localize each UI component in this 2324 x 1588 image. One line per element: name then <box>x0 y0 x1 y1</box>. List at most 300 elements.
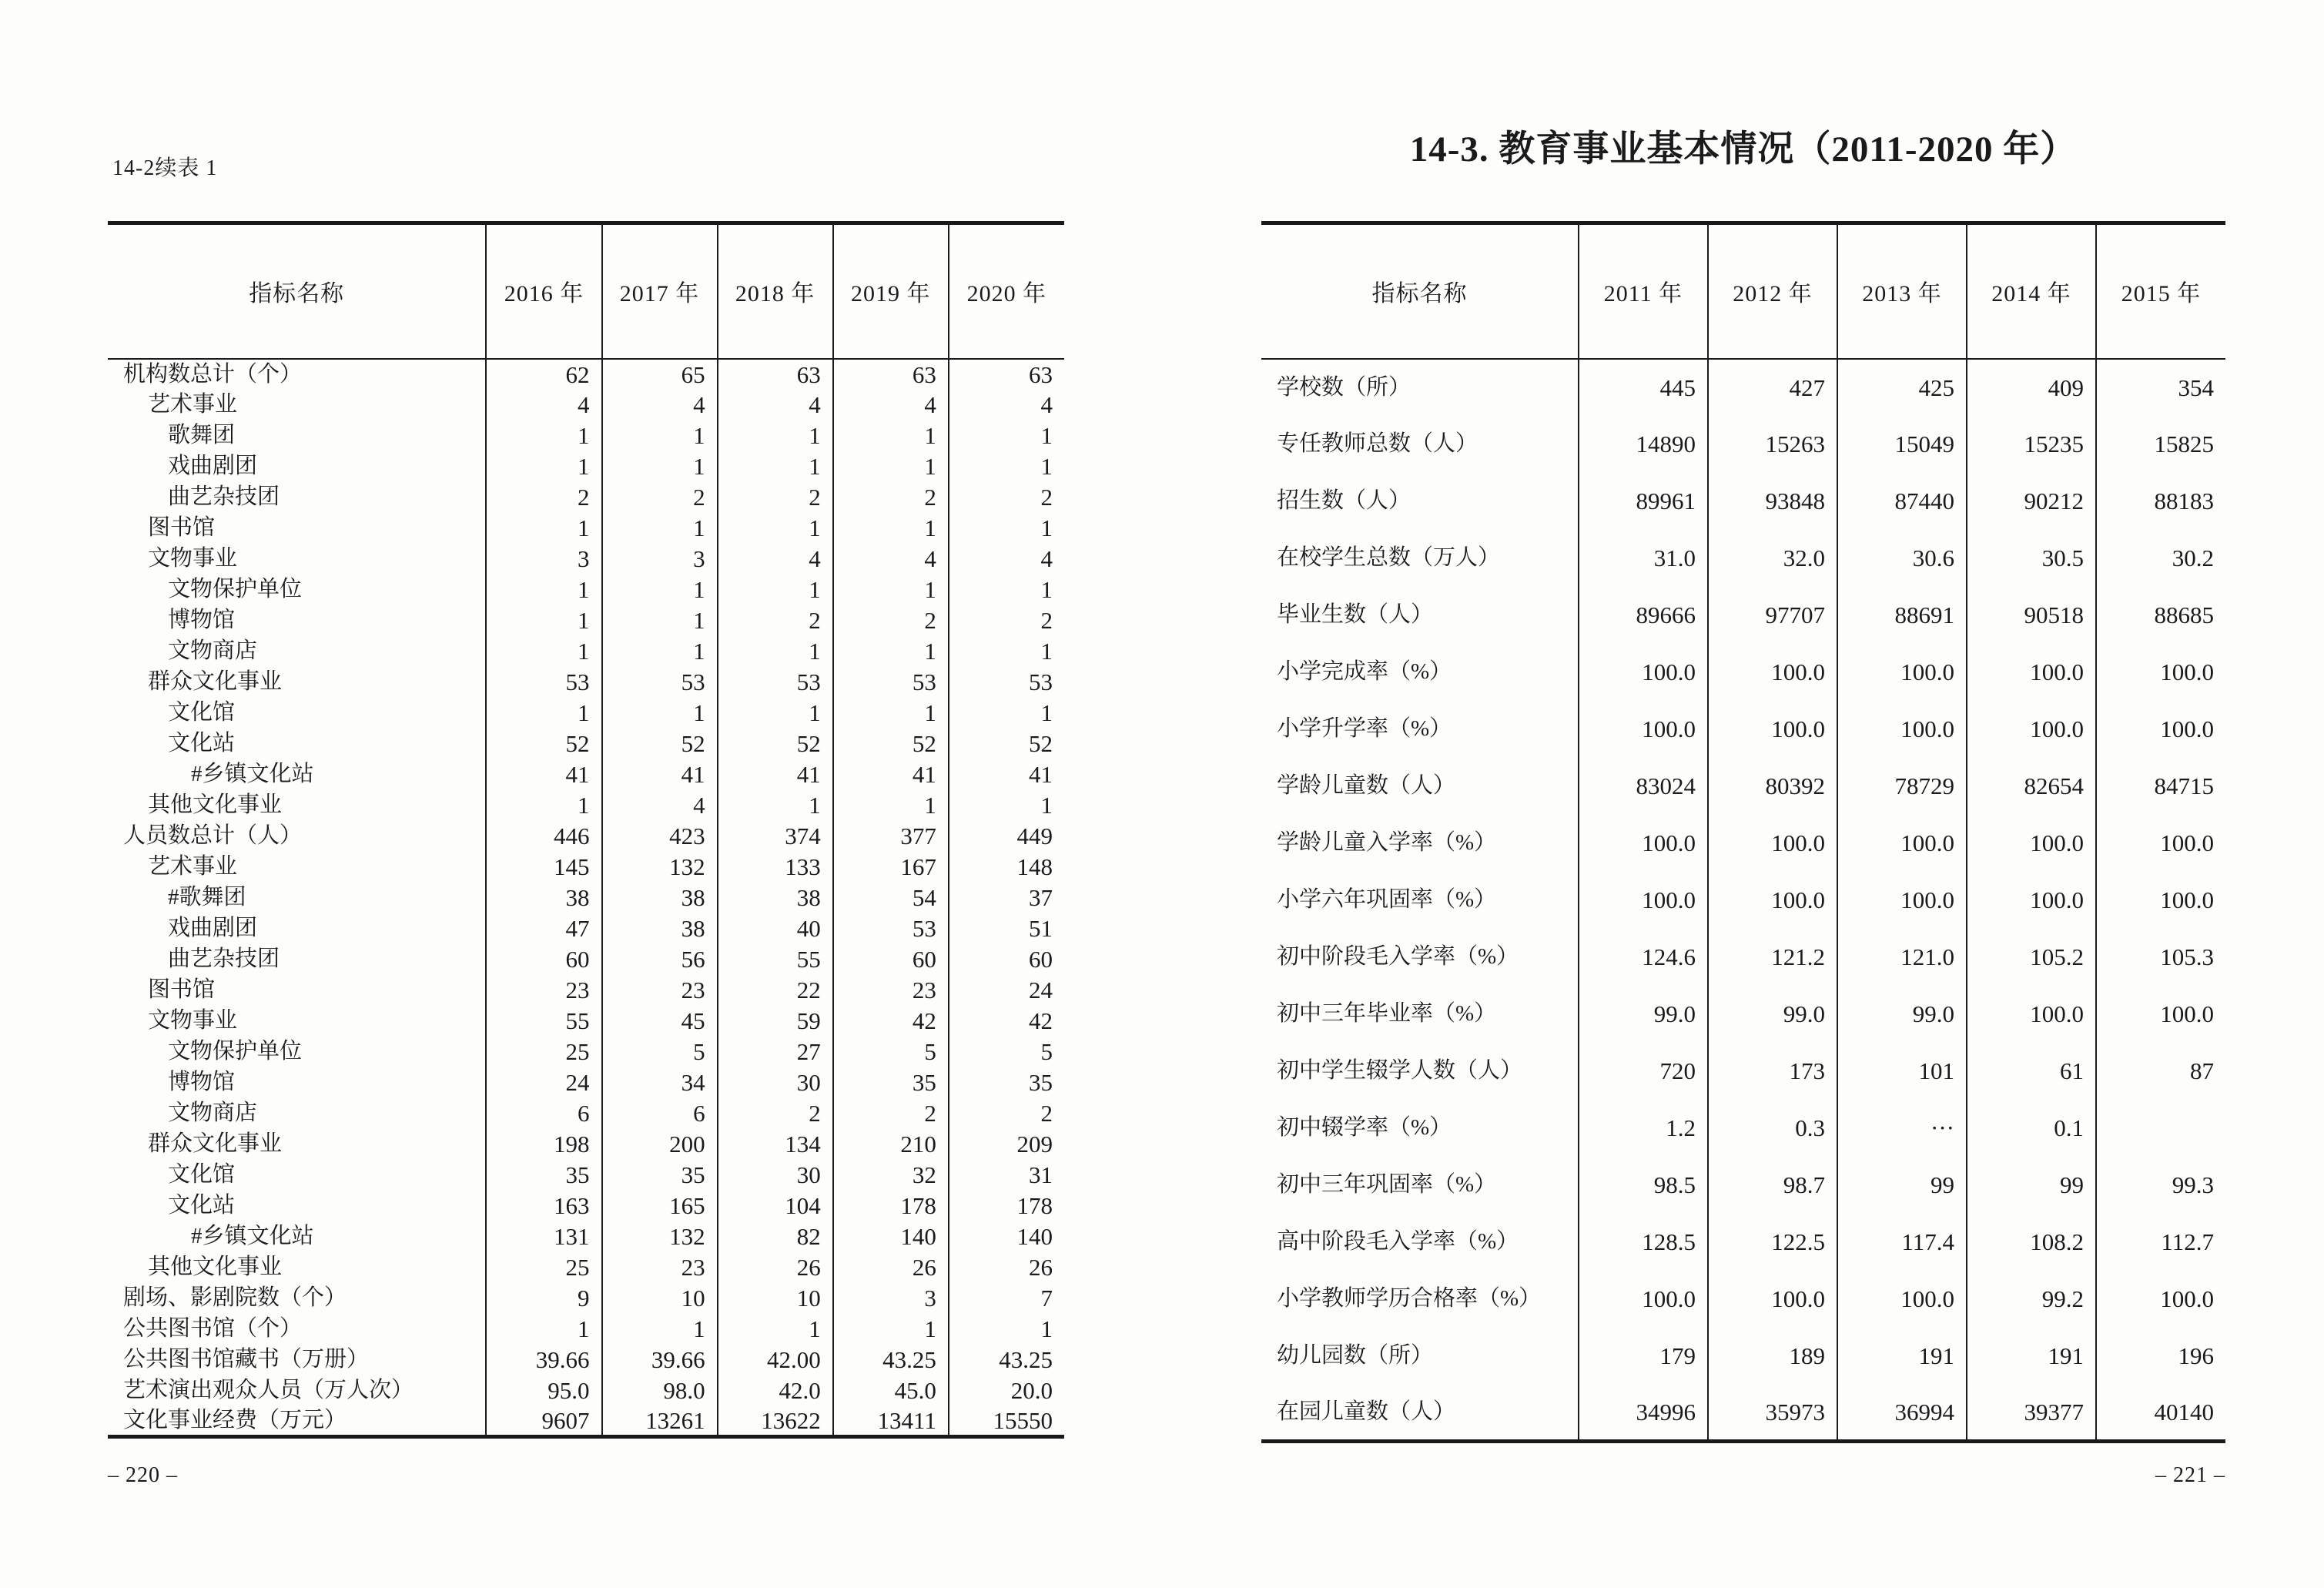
cell-value: 56 <box>602 944 718 975</box>
cell-value: 112.7 <box>2096 1214 2225 1271</box>
cell-value: 5 <box>833 1037 949 1067</box>
row-indicator-label: 群众文化事业 <box>148 669 283 694</box>
cell-value: 35 <box>602 1160 718 1191</box>
cell-value: 2 <box>949 605 1064 636</box>
cell-value: 99 <box>1967 1157 2096 1214</box>
table-row <box>108 852 1064 883</box>
row-indicator-label: 图书馆 <box>148 515 216 540</box>
cell-value: 31 <box>949 1160 1064 1191</box>
cell-value: 2 <box>949 1098 1064 1129</box>
cell-value: 40140 <box>2096 1385 2225 1442</box>
row-indicator-label: 文化事业经费（万元） <box>123 1407 347 1432</box>
row-indicator-label: 文物商店 <box>168 638 258 663</box>
cell-value: 40 <box>718 913 833 944</box>
cell-value: 42.00 <box>718 1345 833 1375</box>
cell-value: 128.5 <box>1579 1214 1708 1271</box>
row-indicator-label: 群众文化事业 <box>148 1131 283 1156</box>
cell-value: 45 <box>602 1006 718 1037</box>
cell-value: 122.5 <box>1708 1214 1837 1271</box>
row-indicator-label: 图书馆 <box>148 977 216 1002</box>
cell-value: 100.0 <box>1579 1271 1708 1328</box>
table-row <box>108 1221 1064 1252</box>
row-indicator-label: 学校数（所） <box>1277 374 1411 400</box>
cell-value: 10 <box>602 1283 718 1314</box>
year-column-header: 2012 年 <box>1708 223 1837 359</box>
cell-value: 88691 <box>1837 587 1967 644</box>
cell-value: 191 <box>1967 1328 2096 1385</box>
cell-value: 13622 <box>718 1406 833 1437</box>
cell-value: 83024 <box>1579 758 1708 815</box>
cell-value: 1 <box>602 605 718 636</box>
cell-value: 198 <box>486 1129 601 1160</box>
table-row <box>1261 530 2225 587</box>
year-column-header: 2019 年 <box>833 223 949 359</box>
row-indicator-label: 专任教师总数（人） <box>1277 431 1478 456</box>
cell-value: 99.0 <box>1708 986 1837 1043</box>
cell-value: 100.0 <box>1967 986 2096 1043</box>
table-row <box>108 821 1064 852</box>
cell-value: 1 <box>833 1314 949 1345</box>
cell-value: 178 <box>949 1191 1064 1221</box>
indicator-name-header: 指标名称 <box>1261 223 1579 359</box>
cell-value: 63 <box>833 359 949 390</box>
cell-value: 108.2 <box>1967 1214 2096 1271</box>
cell-value: 52 <box>833 729 949 759</box>
cell-value: 100.0 <box>1708 1271 1837 1328</box>
cell-value: 132 <box>602 1221 718 1252</box>
cell-value: 41 <box>949 759 1064 790</box>
cell-value: 1 <box>718 513 833 544</box>
cell-value: 32.0 <box>1708 530 1837 587</box>
culture-table-body <box>108 359 1064 1437</box>
cell-value: 6 <box>602 1098 718 1129</box>
row-indicator-label: #乡镇文化站 <box>191 1224 314 1248</box>
row-indicator-label: 曲艺杂技团 <box>168 484 280 509</box>
education-table-body <box>1261 359 2225 1442</box>
cell-value: 105.3 <box>2096 929 2225 986</box>
table-row <box>1261 815 2225 872</box>
cell-value: 1 <box>602 1314 718 1345</box>
row-indicator-label: 小学六年巩固率（%） <box>1277 887 1497 912</box>
cell-value: 30.2 <box>2096 530 2225 587</box>
cell-value: ··· <box>1837 1100 1967 1157</box>
table-row <box>1261 1043 2225 1100</box>
table-row <box>108 544 1064 575</box>
table-row <box>1261 758 2225 815</box>
cell-value: 100.0 <box>1708 701 1837 758</box>
table-row <box>1261 1271 2225 1328</box>
cell-value: 104 <box>718 1191 833 1221</box>
cell-value: 167 <box>833 852 949 883</box>
cell-value: 173 <box>1708 1043 1837 1100</box>
cell-value: 100.0 <box>2096 986 2225 1043</box>
cell-value: 100.0 <box>1708 644 1837 701</box>
cell-value: 4 <box>486 390 601 420</box>
table-row <box>108 1406 1064 1437</box>
cell-value: 140 <box>833 1221 949 1252</box>
cell-value: 26 <box>718 1252 833 1283</box>
cell-value: 30 <box>718 1160 833 1191</box>
table-row <box>108 1098 1064 1129</box>
cell-value: 6 <box>486 1098 601 1129</box>
cell-value: 2 <box>833 1098 949 1129</box>
year-column-header: 2013 年 <box>1837 223 1967 359</box>
cell-value: 55 <box>486 1006 601 1037</box>
cell-value: 446 <box>486 821 601 852</box>
cell-value: 41 <box>833 759 949 790</box>
cell-value: 15235 <box>1967 416 2096 473</box>
cell-value: 1 <box>949 451 1064 482</box>
cell-value: 1 <box>602 636 718 667</box>
cell-value: 425 <box>1837 359 1967 416</box>
cell-value: 93848 <box>1708 473 1837 530</box>
row-indicator-label: #乡镇文化站 <box>191 762 314 786</box>
cell-value: 2 <box>486 482 601 513</box>
cell-value: 14890 <box>1579 416 1708 473</box>
row-indicator-label: 初中辍学率（%） <box>1277 1115 1452 1140</box>
cell-value: 1 <box>949 698 1064 729</box>
cell-value: 145 <box>486 852 601 883</box>
cell-value: 38 <box>718 883 833 913</box>
table-row <box>1261 1385 2225 1442</box>
table-row <box>108 1006 1064 1037</box>
cell-value: 62 <box>486 359 601 390</box>
cell-value: 30.6 <box>1837 530 1967 587</box>
culture-statistics-table <box>108 221 1064 1439</box>
table-row <box>108 482 1064 513</box>
row-indicator-label: 戏曲剧团 <box>168 454 258 478</box>
cell-value: 4 <box>949 544 1064 575</box>
cell-value: 10 <box>718 1283 833 1314</box>
cell-value: 409 <box>1967 359 2096 416</box>
cell-value: 3 <box>602 544 718 575</box>
indicator-name-header: 指标名称 <box>108 223 486 359</box>
cell-value: 427 <box>1708 359 1837 416</box>
cell-value: 100.0 <box>1579 872 1708 929</box>
table-row <box>108 729 1064 759</box>
row-indicator-label: 学龄儿童入学率（%） <box>1277 830 1497 855</box>
cell-value: 1 <box>718 698 833 729</box>
cell-value: 90212 <box>1967 473 2096 530</box>
row-indicator-label: 文化站 <box>168 1193 236 1218</box>
cell-value: 42 <box>833 1006 949 1037</box>
cell-value: 100.0 <box>1837 815 1967 872</box>
cell-value: 117.4 <box>1837 1214 1967 1271</box>
cell-value: 63 <box>949 359 1064 390</box>
cell-value: 101 <box>1837 1043 1967 1100</box>
cell-value: 15550 <box>949 1406 1064 1437</box>
cell-value: 1 <box>949 513 1064 544</box>
cell-value: 100.0 <box>2096 701 2225 758</box>
table-row <box>108 667 1064 698</box>
table-row <box>108 420 1064 451</box>
cell-value: 121.0 <box>1837 929 1967 986</box>
cell-value: 53 <box>718 667 833 698</box>
row-indicator-label: 招生数（人） <box>1277 488 1411 513</box>
cell-value: 42 <box>949 1006 1064 1037</box>
cell-value: 209 <box>949 1129 1064 1160</box>
cell-value: 179 <box>1579 1328 1708 1385</box>
row-indicator-label: 毕业生数（人） <box>1277 602 1434 627</box>
cell-value: 41 <box>602 759 718 790</box>
row-indicator-label: 艺术演出观众人员（万人次） <box>123 1378 414 1402</box>
cell-value: 35 <box>833 1067 949 1098</box>
cell-value: 1 <box>486 790 601 821</box>
row-indicator-label: 在校学生总数（万人） <box>1277 545 1501 570</box>
cell-value: 39.66 <box>602 1345 718 1375</box>
cell-value: 140 <box>949 1221 1064 1252</box>
cell-value: 100.0 <box>2096 1271 2225 1328</box>
table-row <box>108 1314 1064 1345</box>
cell-value: 23 <box>833 975 949 1006</box>
cell-value: 52 <box>602 729 718 759</box>
cell-value: 35 <box>486 1160 601 1191</box>
row-indicator-label: 小学升学率（%） <box>1277 716 1452 741</box>
cell-value: 1 <box>833 513 949 544</box>
cell-value: 133 <box>718 852 833 883</box>
cell-value: 36994 <box>1837 1385 1967 1442</box>
cell-value: 41 <box>486 759 601 790</box>
cell-value: 38 <box>486 883 601 913</box>
table-row <box>108 1191 1064 1221</box>
cell-value: 34996 <box>1579 1385 1708 1442</box>
cell-value: 100.0 <box>1708 872 1837 929</box>
cell-value: 1 <box>833 420 949 451</box>
cell-value: 53 <box>486 667 601 698</box>
page-number-left: – 220 – <box>108 1463 178 1487</box>
row-indicator-label: 文物事业 <box>148 546 238 571</box>
row-indicator-label: 在园儿童数（人） <box>1277 1399 1456 1424</box>
cell-value: 43.25 <box>949 1345 1064 1375</box>
cell-value: 84715 <box>2096 758 2225 815</box>
cell-value: 4 <box>602 390 718 420</box>
table-row <box>1261 929 2225 986</box>
cell-value: 148 <box>949 852 1064 883</box>
cell-value: 1 <box>718 790 833 821</box>
cell-value: 15825 <box>2096 416 2225 473</box>
cell-value: 0.3 <box>1708 1100 1837 1157</box>
cell-value: 1 <box>718 1314 833 1345</box>
cell-value: 1 <box>949 636 1064 667</box>
row-indicator-label: 艺术事业 <box>148 854 238 879</box>
cell-value: 15263 <box>1708 416 1837 473</box>
cell-value: 354 <box>2096 359 2225 416</box>
cell-value: 3 <box>486 544 601 575</box>
cell-value: 134 <box>718 1129 833 1160</box>
year-column-header: 2020 年 <box>949 223 1064 359</box>
cell-value: 23 <box>602 1252 718 1283</box>
cell-value: 43.25 <box>833 1345 949 1375</box>
cell-value: 60 <box>486 944 601 975</box>
table-row <box>108 698 1064 729</box>
cell-value: 1 <box>833 698 949 729</box>
cell-value: 1 <box>949 420 1064 451</box>
table-row <box>108 944 1064 975</box>
cell-value: 1 <box>486 451 601 482</box>
row-indicator-label: #歌舞团 <box>168 885 246 910</box>
cell-value: 99.2 <box>1967 1271 2096 1328</box>
cell-value: 95.0 <box>486 1375 601 1406</box>
cell-value: 4 <box>949 390 1064 420</box>
cell-value: 89666 <box>1579 587 1708 644</box>
cell-value: 100.0 <box>1579 701 1708 758</box>
row-indicator-label: 学龄儿童数（人） <box>1277 773 1456 798</box>
cell-value: 31.0 <box>1579 530 1708 587</box>
table-row <box>108 390 1064 420</box>
year-column-header: 2016 年 <box>486 223 601 359</box>
row-indicator-label: 艺术事业 <box>148 392 238 417</box>
table-row <box>108 451 1064 482</box>
cell-value: 2 <box>718 1098 833 1129</box>
cell-value: 9 <box>486 1283 601 1314</box>
cell-value: 100.0 <box>2096 872 2225 929</box>
cell-value: 1 <box>718 636 833 667</box>
table-row <box>1261 644 2225 701</box>
row-indicator-label: 文化站 <box>168 731 236 755</box>
cell-value: 100.0 <box>1967 872 2096 929</box>
row-indicator-label: 文物事业 <box>148 1008 238 1033</box>
cell-value: 89961 <box>1579 473 1708 530</box>
cell-value: 1 <box>486 605 601 636</box>
table-row <box>1261 1157 2225 1214</box>
year-column-header: 2014 年 <box>1967 223 2096 359</box>
cell-value: 32 <box>833 1160 949 1191</box>
cell-value: 1 <box>833 790 949 821</box>
cell-value: 1.2 <box>1579 1100 1708 1157</box>
row-indicator-label: 初中三年巩固率（%） <box>1277 1172 1497 1197</box>
cell-value: 1 <box>486 698 601 729</box>
cell-value: 65 <box>602 359 718 390</box>
table-row <box>108 1252 1064 1283</box>
table-row <box>108 1345 1064 1375</box>
cell-value: 53 <box>949 667 1064 698</box>
cell-value: 1 <box>602 575 718 605</box>
cell-value: 1 <box>833 451 949 482</box>
cell-value: 2 <box>833 605 949 636</box>
cell-value: 1 <box>949 790 1064 821</box>
cell-value: 90518 <box>1967 587 2096 644</box>
row-indicator-label: 歌舞团 <box>168 423 236 447</box>
cell-value: 100.0 <box>1967 815 2096 872</box>
cell-value: 100.0 <box>1837 701 1967 758</box>
row-indicator-label: 公共图书馆藏书（万册） <box>123 1347 370 1372</box>
cell-value: 4 <box>718 544 833 575</box>
cell-value: 1 <box>602 420 718 451</box>
cell-value: 1 <box>949 1314 1064 1345</box>
table-header-row <box>1261 223 2225 359</box>
cell-value: 1 <box>718 575 833 605</box>
table-row <box>108 1129 1064 1160</box>
cell-value: 13411 <box>833 1406 949 1437</box>
cell-value: 1 <box>718 451 833 482</box>
cell-value: 1 <box>486 636 601 667</box>
table-row <box>108 790 1064 821</box>
cell-value: 4 <box>602 790 718 821</box>
cell-value: 63 <box>718 359 833 390</box>
cell-value: 99 <box>1837 1157 1967 1214</box>
table-row <box>1261 473 2225 530</box>
cell-value: 165 <box>602 1191 718 1221</box>
cell-value: 23 <box>602 975 718 1006</box>
cell-value: 1 <box>833 636 949 667</box>
table-row <box>108 605 1064 636</box>
cell-value: 374 <box>718 821 833 852</box>
cell-value: 82654 <box>1967 758 2096 815</box>
cell-value: 35 <box>949 1067 1064 1098</box>
year-column-header: 2011 年 <box>1579 223 1708 359</box>
cell-value: 100.0 <box>2096 815 2225 872</box>
cell-value: 53 <box>602 667 718 698</box>
cell-value: 80392 <box>1708 758 1837 815</box>
table-row <box>1261 986 2225 1043</box>
cell-value: 100.0 <box>1837 644 1967 701</box>
row-indicator-label: 文物保护单位 <box>168 577 303 601</box>
cell-value: 445 <box>1579 359 1708 416</box>
cell-value: 132 <box>602 852 718 883</box>
education-table-title: 14-3. 教育事业基本情况（2011-2020 年） <box>1409 129 2078 169</box>
cell-value: 2 <box>949 482 1064 513</box>
row-indicator-label: 初中阶段毛入学率（%） <box>1277 944 1519 969</box>
cell-value: 4 <box>833 544 949 575</box>
cell-value: 27 <box>718 1037 833 1067</box>
cell-value: 25 <box>486 1252 601 1283</box>
cell-value: 24 <box>486 1067 601 1098</box>
cell-value: 88685 <box>2096 587 2225 644</box>
education-statistics-table <box>1261 221 2225 1443</box>
cell-value: 200 <box>602 1129 718 1160</box>
row-indicator-label: 文物商店 <box>168 1101 258 1125</box>
cell-value: 82 <box>718 1221 833 1252</box>
cell-value: 23 <box>486 975 601 1006</box>
cell-value: 449 <box>949 821 1064 852</box>
cell-value: 210 <box>833 1129 949 1160</box>
cell-value: 99.0 <box>1579 986 1708 1043</box>
cell-value: 191 <box>1837 1328 1967 1385</box>
cell-value: 131 <box>486 1221 601 1252</box>
cell-value: 124.6 <box>1579 929 1708 986</box>
cell-value: 100.0 <box>1708 815 1837 872</box>
table-row <box>1261 872 2225 929</box>
cell-value: 1 <box>602 698 718 729</box>
cell-value: 423 <box>602 821 718 852</box>
cell-value: 15049 <box>1837 416 1967 473</box>
cell-value: 196 <box>2096 1328 2225 1385</box>
table-row <box>1261 359 2225 416</box>
cell-value: 51 <box>949 913 1064 944</box>
cell-value: 45.0 <box>833 1375 949 1406</box>
cell-value: 100.0 <box>1837 872 1967 929</box>
year-column-header: 2018 年 <box>718 223 833 359</box>
cell-value: 25 <box>486 1037 601 1067</box>
row-indicator-label: 机构数总计（个） <box>123 361 303 387</box>
cell-value: 60 <box>949 944 1064 975</box>
cell-value: 99.0 <box>1837 986 1967 1043</box>
cell-value: 78729 <box>1837 758 1967 815</box>
row-indicator-label: 文化馆 <box>168 1162 236 1187</box>
cell-value: 30.5 <box>1967 530 2096 587</box>
cell-value: 88183 <box>2096 473 2225 530</box>
cell-value: 100.0 <box>1967 644 2096 701</box>
row-indicator-label: 文物保护单位 <box>168 1039 303 1064</box>
row-indicator-label: 公共图书馆（个） <box>123 1316 303 1341</box>
row-indicator-label: 其他文化事业 <box>148 1255 283 1279</box>
row-indicator-label: 其他文化事业 <box>148 792 283 817</box>
cell-value: 3 <box>833 1283 949 1314</box>
cell-value: 9607 <box>486 1406 601 1437</box>
cell-value: 54 <box>833 883 949 913</box>
table-row <box>108 513 1064 544</box>
cell-value: 26 <box>833 1252 949 1283</box>
